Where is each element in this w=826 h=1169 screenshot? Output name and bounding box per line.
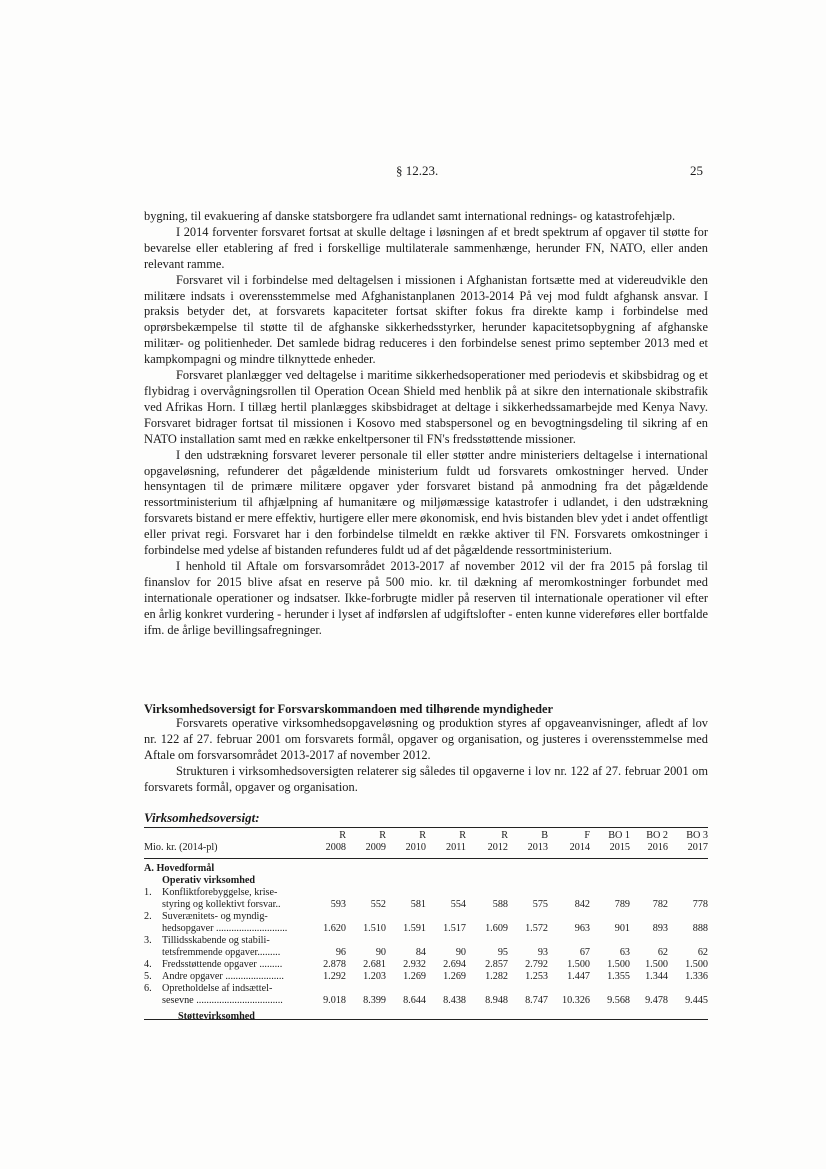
- cell-value: 1.500: [607, 959, 630, 970]
- cell-value: 95: [497, 947, 508, 958]
- cell-value: 1.500: [685, 959, 708, 970]
- cell-value: 8.399: [363, 995, 386, 1006]
- row-number: 1.: [144, 887, 152, 898]
- row-label: tetsfremmende opgaver.........: [162, 947, 281, 958]
- row-number: 6.: [144, 983, 152, 994]
- cell-value: 1.336: [685, 971, 708, 982]
- table-top-rule: [144, 827, 708, 828]
- cell-value: 2.932: [403, 959, 426, 970]
- cell-value: 778: [692, 899, 708, 910]
- cell-value: 90: [455, 947, 466, 958]
- cell-value: 888: [692, 923, 708, 934]
- cell-value: 901: [614, 923, 630, 934]
- cell-value: 893: [652, 923, 668, 934]
- cell-value: 1.500: [567, 959, 590, 970]
- row-label: Suverænitets- og myndig-: [162, 911, 268, 922]
- column-header: R 2012: [487, 830, 508, 853]
- cell-value: 2.857: [485, 959, 508, 970]
- cell-value: 1.282: [485, 971, 508, 982]
- column-header: F 2014: [569, 830, 590, 853]
- cell-value: 62: [697, 947, 708, 958]
- row-number: [144, 947, 162, 959]
- cell-value: 8.948: [485, 995, 508, 1006]
- paragraph: I henhold til Aftale om forsvarsområdet 2013-2017 af november 2012 vil der fra 2015 på forslag til finanslov for 2015 blive afsat en reserve på 500 mio. kr. til dækning af meromkostninger forbundet med internationale operationer og indsatser. Ikke-forbrugte midler på reserven til internationale operationer vil efter en årlig konkret vurdering - herunder i lyset af indførslen af udgiftslofter - enten kunne videreføres eller bortfalde ifm. de årlige bevillingsafregninger.: [144, 558, 708, 637]
- cell-value: 782: [652, 899, 668, 910]
- section-text: [144, 716, 708, 796]
- cell-value: 8.644: [403, 995, 426, 1006]
- cell-value: 9.568: [607, 995, 630, 1006]
- paragraph: bygning, til evakuering af danske statsborgere fra udlandet samt international rednings- og katastrofehjælp.: [144, 209, 676, 223]
- cell-value: 8.747: [525, 995, 548, 1006]
- row-number: 5.: [144, 971, 152, 982]
- row-label: Tillidsskabende og stabili-: [162, 935, 270, 946]
- column-header: R 2009: [365, 830, 386, 853]
- row-number: [144, 995, 162, 1007]
- cell-value: 1.591: [403, 923, 426, 934]
- row-label: Fredsstøttende opgaver .........: [162, 959, 283, 970]
- table-row-label: [144, 887, 708, 899]
- column-header: BO 3 2017: [686, 830, 708, 853]
- cell-value: 2.681: [363, 959, 386, 970]
- cell-value: 84: [415, 947, 426, 958]
- column-header: R 2011: [446, 830, 466, 853]
- table-row: [144, 971, 708, 983]
- table-header-row: [144, 830, 708, 854]
- section-heading: Virksomhedsoversigt for Forsvarskommandoen med tilhørende myndigheder: [144, 702, 553, 716]
- cell-value: 1.344: [645, 971, 668, 982]
- cell-value: 9.445: [685, 995, 708, 1006]
- cell-value: 90: [375, 947, 386, 958]
- paragraph: Forsvaret vil i forbindelse med deltagelsen i missionen i Afghanistan fortsætte med at videreudvikle den militære indsats i overensstemmelse med Afghanistanplanen 2013-2014 På vej mod fuldt afghansk ansvar. I praksis betyder det, at forsvarets kapaciteter fortsat skifter fokus fra direkte kamp i forbindelse med oprørsbekæmpelse til støtte til de afghanske sikkerhedsstyrker, herunder kapacitetsopbygning af afghanske militær- og politienheder. Det samlede bidrag reduceres i den forbindelse senest primo september 2013 med et kampkompagni og mindre tilknyttede enheder.: [144, 272, 708, 367]
- cell-value: 963: [574, 923, 590, 934]
- cell-value: 2.878: [323, 959, 346, 970]
- cell-value: 2.694: [443, 959, 466, 970]
- cell-value: 8.438: [443, 995, 466, 1006]
- unit-label: Mio. kr. (2014-pl): [144, 842, 218, 853]
- section-reference: § 12.23.: [396, 163, 439, 178]
- row-number: 2.: [144, 911, 152, 922]
- cell-value: 1.203: [363, 971, 386, 982]
- body-text: [144, 209, 708, 638]
- row-number: [144, 899, 162, 911]
- paragraph: Forsvarets operative virksomhedsopgaveløsning og produktion styres af opgaveanvisninger, afledt af lov nr. 122 af 27. februar 2001 om forsvarets formål, opgaver og organisation, og justeres i overensstemmelse med Aftale om forsvarsområdet 2013-2017 af november 2012.: [144, 716, 708, 762]
- cell-value: 9.478: [645, 995, 668, 1006]
- table-row: [144, 899, 708, 911]
- table-bottom-rule: [144, 1019, 708, 1020]
- cell-value: 1.609: [485, 923, 508, 934]
- cell-value: 554: [450, 899, 466, 910]
- column-header: R 2010: [405, 830, 426, 853]
- row-label: Andre opgaver .......................: [162, 971, 284, 982]
- cell-value: 62: [657, 947, 668, 958]
- row-label: styring og kollektivt forsvar..: [162, 899, 281, 910]
- cell-value: 1.510: [363, 923, 386, 934]
- row-number: 3.: [144, 935, 152, 946]
- row-label: Konfliktforebyggelse, krise-: [162, 887, 278, 898]
- cut-off-heading: Støttevirksomhed: [178, 1011, 255, 1019]
- cell-value: 63: [619, 947, 630, 958]
- table-row: [144, 923, 708, 935]
- table-row: [144, 995, 708, 1007]
- cell-value: 10.326: [561, 995, 590, 1006]
- activity-table: [144, 830, 708, 1007]
- row-label: hedsopgaver ............................: [162, 923, 288, 934]
- column-header: BO 2 2016: [646, 830, 668, 853]
- cell-value: 575: [532, 899, 548, 910]
- cell-value: 552: [370, 899, 386, 910]
- table-title: Virksomhedsoversigt:: [144, 810, 260, 825]
- column-header: BO 1 2015: [608, 830, 630, 853]
- table-row: [144, 959, 708, 971]
- page-number: 25: [690, 163, 703, 178]
- table-row-label: [144, 935, 708, 947]
- cell-value: 1.253: [525, 971, 548, 982]
- cell-value: 96: [335, 947, 346, 958]
- group-heading: A. Hovedformål: [144, 863, 215, 874]
- sub-heading: Operativ virksomhed: [162, 875, 256, 886]
- table-row: [144, 947, 708, 959]
- cell-value: 789: [614, 899, 630, 910]
- row-number: [144, 923, 162, 935]
- cell-value: 588: [492, 899, 508, 910]
- table-row-label: [144, 983, 708, 995]
- paragraph: I den udstrækning forsvaret leverer personale til eller støtter andre ministeriers deltagelse i international opgaveløsning, refunderer det pågældende ministerium fuldt ud forsvarets omkostninger herved. Under hensyntagen til de primære militære opgaver yder forsvaret bistand på anmodning fra det pågældende ressortministerium til afhjælpning af humanitære og miljømæssige katastrofer i udlandet, i den udstrækning forsvarets bistand er mere effektiv, hurtigere eller mere økonomisk, end hvis bistanden blev ydet i andet offentligt eller privat regi. Forsvaret har i den forbindelse tilmeldt en række aktiver til FN. Forsvarets omkostninger i forbindelse med ydelse af bistanden refunderes fuldt ud af det pågældende ressortministerium.: [144, 447, 708, 558]
- cell-value: 93: [537, 947, 548, 958]
- cell-value: 1.269: [443, 971, 466, 982]
- cell-value: 2.792: [525, 959, 548, 970]
- cell-value: 1.447: [567, 971, 590, 982]
- cell-value: 1.269: [403, 971, 426, 982]
- table-row-label: [144, 911, 708, 923]
- cell-value: 1.572: [525, 923, 548, 934]
- cell-value: 1.292: [323, 971, 346, 982]
- paragraph: I 2014 forventer forsvaret fortsat at skulle deltage i løsningen af et bredt spektrum af opgaver til støtte for bevarelse eller etablering af fred i forskellige multilaterale sammenhænge, herunder FN, NATO, eller anden relevant ramme.: [144, 224, 708, 271]
- cell-value: 67: [579, 947, 590, 958]
- row-label: sesevne ..................................: [162, 995, 283, 1006]
- table-body: [144, 887, 708, 1007]
- cell-value: 1.620: [323, 923, 346, 934]
- cell-value: 593: [330, 899, 346, 910]
- cell-value: 842: [574, 899, 590, 910]
- paragraph: Strukturen i virksomhedsoversigten relaterer sig således til opgaverne i lov nr. 122 af 27. februar 2001 om forsvarets formål, opgaver og organisation.: [144, 763, 708, 794]
- paragraph: Forsvaret planlægger ved deltagelse i maritime sikkerhedsoperationer med periodevis et skibsbidrag og et flybidrag i overvågningsrollen til Operation Ocean Shield med henblik på at sikre den internationale skibstrafik ved Afrikas Horn. I tillæg hertil planlægges skibsbidraget at deltage i sikkerhedssamarbejde med Kenya Navy. Forsvaret bidrager fortsat til missionen i Kosovo med stabspersonel og en bevogtningsdeling til sikring af en NATO installation samt med en række enkeltpersoner til FN's fredsstøttende missioner.: [144, 368, 708, 446]
- cell-value: 1.517: [443, 923, 466, 934]
- row-label: Opretholdelse af indsættel-: [162, 983, 273, 994]
- cell-value: 1.355: [607, 971, 630, 982]
- cell-value: 581: [410, 899, 426, 910]
- column-header: R 2008: [325, 830, 346, 853]
- column-header: B 2013: [527, 830, 548, 853]
- cell-value: 9.018: [323, 995, 346, 1006]
- row-number: 4.: [144, 959, 152, 970]
- cell-value: 1.500: [645, 959, 668, 970]
